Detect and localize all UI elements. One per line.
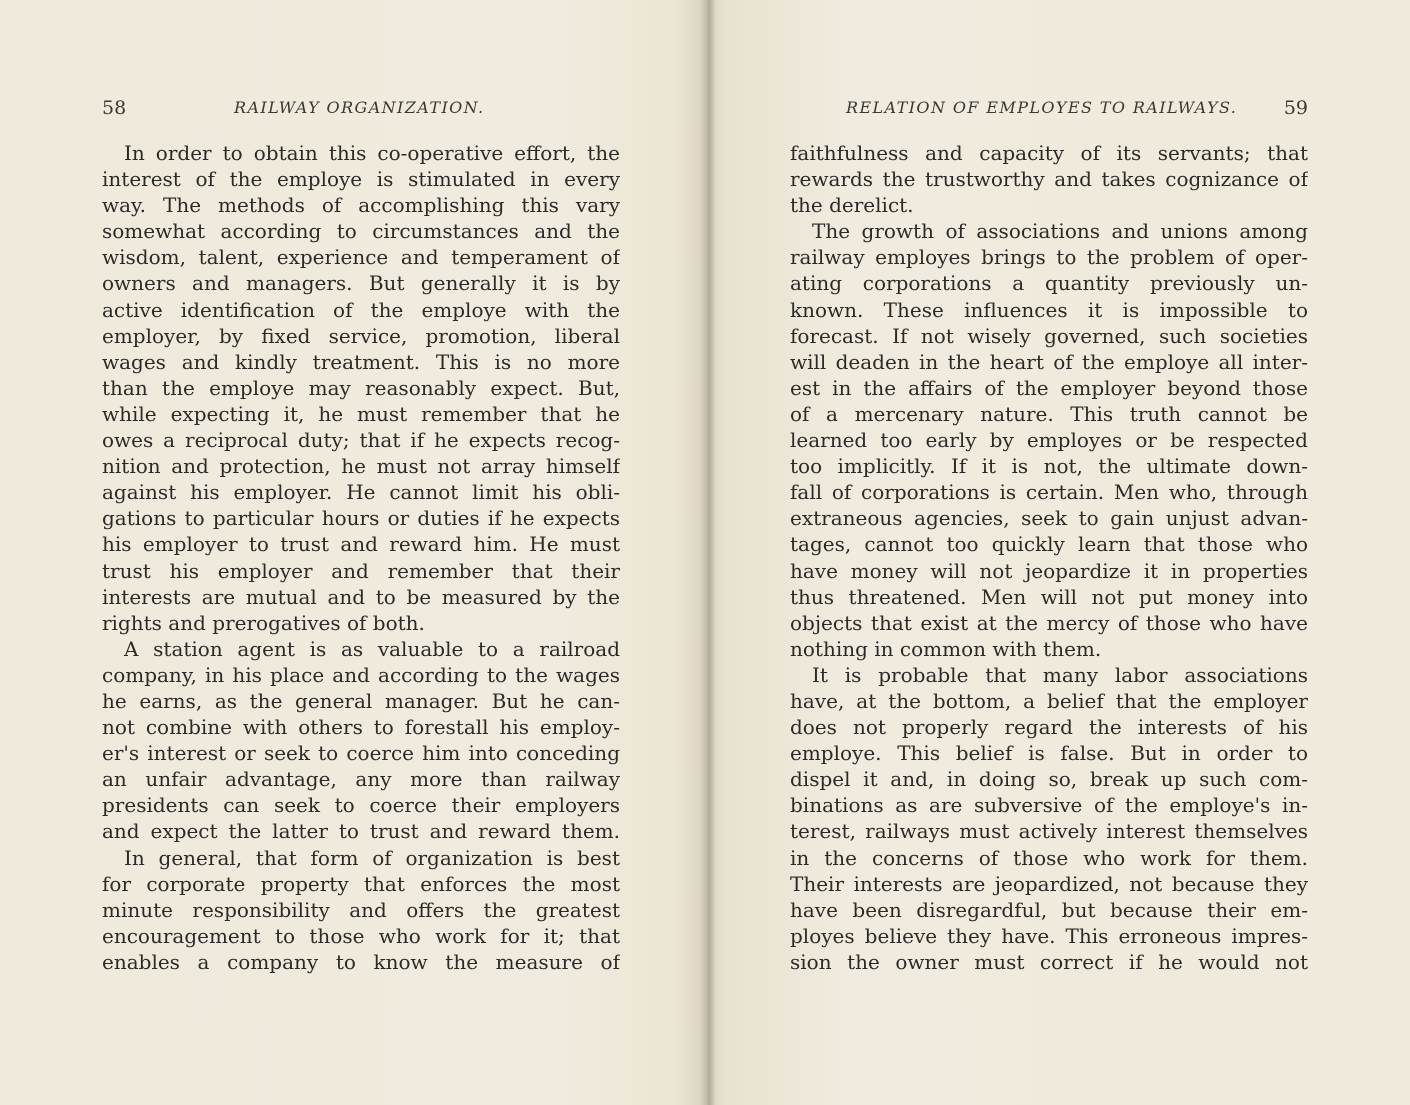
text-line: owes a reciprocal duty; that if he expects recog- (102, 428, 620, 453)
text-line: have, at the bottom, a belief that the employer (790, 688, 1308, 713)
text-line: gations to particular hours or duties if he expects (102, 506, 620, 531)
text-line: too implicitly. If it is not, the ultimate down- (790, 454, 1308, 479)
right-running-head (790, 95, 1308, 121)
text-line: an unfair advantage, any more than railway (102, 767, 620, 792)
text-line: It is probable that many labor associations (812, 662, 1308, 687)
text-line: railway employes brings to the problem of oper- (790, 245, 1308, 270)
text-line: does not properly regard the interests of his (790, 715, 1308, 740)
right-body-text (790, 140, 1308, 975)
text-line: extraneous agencies, seek to gain unjust advan- (790, 506, 1308, 531)
text-line: have been disregardful, but because their em- (790, 897, 1308, 922)
text-line: while expecting it, he must remember that he (102, 401, 620, 426)
text-line: wisdom, talent, experience and temperament of (102, 245, 620, 270)
text-line: owners and managers. But generally it is by (102, 271, 620, 296)
text-line: sion the owner must correct if he would not (790, 949, 1308, 974)
text-line: er's interest or seek to coerce him into conceding (102, 741, 620, 766)
text-line: faithfulness and capacity of its servants; that (790, 141, 1308, 165)
text-line: enables a company to know the measure of (102, 949, 620, 974)
text-line: for corporate property that enforces the most (102, 871, 620, 896)
text-line: known. These influences it is impossible to (790, 297, 1308, 322)
text-line: presidents can seek to coerce their employers (102, 793, 620, 818)
text-line: encouragement to those who work for it; that (102, 923, 620, 948)
text-line: In order to obtain this co-operative effort, the (124, 141, 620, 165)
text-line: will deaden in the heart of the employe all inter- (790, 349, 1308, 374)
text-line: ployes believe they have. This erroneous impres- (790, 923, 1308, 948)
text-line: in the concerns of those who work for them. (790, 845, 1308, 870)
left-page-number: 58 (102, 97, 127, 119)
text-line: In general, that form of organization is best (124, 845, 620, 870)
text-line: he earns, as the general manager. But he can- (102, 688, 620, 713)
right-running-title: RELATION OF EMPLOYES TO RAILWAYS. (846, 98, 1238, 117)
text-line: employer, by fixed service, promotion, liberal (102, 323, 620, 348)
left-running-head (102, 95, 620, 121)
text-line: forecast. If not wisely governed, such societies (790, 323, 1308, 348)
text-line: minute responsibility and offers the greatest (102, 897, 620, 922)
text-line: employe. This belief is false. But in order to (790, 741, 1308, 766)
text-line: nition and protection, he must not array himself (102, 454, 620, 479)
text-line: terest, railways must actively interest themselves (790, 819, 1308, 844)
text-line: somewhat according to circumstances and the (102, 219, 620, 244)
text-line: dispel it and, in doing so, break up such com- (790, 767, 1308, 792)
text-line: way. The methods of accomplishing this vary (102, 193, 620, 218)
text-line: A station agent is as valuable to a railroad (124, 636, 620, 661)
left-running-title: RAILWAY ORGANIZATION. (234, 98, 485, 117)
text-line: his employer to trust and reward him. He must (102, 532, 620, 557)
text-line: The growth of associations and unions among (812, 219, 1308, 244)
right-page (712, 0, 1410, 1105)
text-line: trust his employer and remember that their (102, 558, 620, 583)
text-line: company, in his place and according to the wages (102, 662, 620, 687)
text-line: wages and kindly treatment. This is no more (102, 349, 620, 374)
text-line: than the employe may reasonably expect. But, (102, 375, 620, 400)
text-line: interests are mutual and to be measured by the (102, 584, 620, 609)
text-line: interest of the employe is stimulated in every (102, 167, 620, 192)
text-line: tages, cannot too quickly learn that those who (790, 532, 1308, 557)
text-line: est in the affairs of the employer beyond those (790, 375, 1308, 400)
text-line: of a mercenary nature. This truth cannot be (790, 401, 1308, 426)
text-line: nothing in common with them. (790, 636, 1102, 661)
text-line: learned too early by employes or be respected (790, 428, 1308, 453)
text-line: rights and prerogatives of both. (102, 610, 425, 635)
text-line: rewards the trustworthy and takes cognizance of (790, 167, 1308, 192)
text-line: and expect the latter to trust and reward them. (102, 819, 620, 844)
right-page-number: 59 (1283, 97, 1308, 119)
text-line: fall of corporations is certain. Men who, through (790, 480, 1308, 505)
text-line: ating corporations a quantity previously un- (790, 271, 1308, 296)
text-line: binations as are subversive of the employe's in- (790, 793, 1308, 818)
text-line: Their interests are jeopardized, not because they (790, 871, 1308, 896)
text-line: the derelict. (790, 193, 914, 218)
text-line: have money will not jeopardize it in properties (790, 558, 1308, 583)
text-line: thus threatened. Men will not put money into (790, 584, 1308, 609)
text-line: not combine with others to forestall his employ- (102, 715, 620, 740)
text-line: objects that exist at the mercy of those who have (790, 610, 1308, 635)
text-line: active identification of the employe with the (102, 297, 620, 322)
left-body-text (102, 140, 620, 975)
text-line: against his employer. He cannot limit his obli- (102, 480, 620, 505)
